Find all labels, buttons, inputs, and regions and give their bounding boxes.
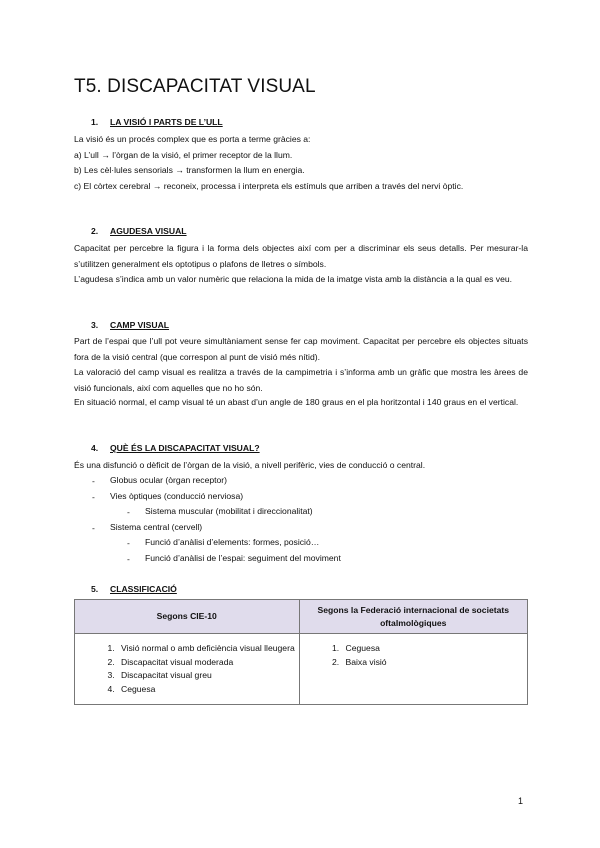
table-header-row bbox=[75, 600, 528, 634]
table-header-cie10: Segons CIE-10 bbox=[75, 600, 300, 634]
section-label: LA VISIÓ I PARTS DE L’ULL bbox=[110, 117, 223, 127]
section-heading bbox=[91, 226, 187, 236]
cie10-list bbox=[75, 642, 299, 696]
list-item: Vies òptiques (conducció nerviosa) bbox=[110, 491, 244, 501]
section-number: 4. bbox=[91, 443, 99, 453]
list-item: 3. Discapacitat visual greu bbox=[117, 669, 299, 683]
list-item: Sistema muscular (mobilitat i direccionalitat) bbox=[145, 506, 313, 516]
list-item: Sistema central (cervell) bbox=[110, 522, 203, 532]
table-cell-federation bbox=[299, 634, 527, 705]
list-item: Funció d’anàlisi de l’espai: seguiment del moviment bbox=[145, 553, 341, 563]
list-item: Funció d’anàlisi d’elements: formes, posició… bbox=[145, 537, 320, 547]
section-heading bbox=[91, 320, 169, 330]
paragraph: Part de l’espai que l’ull pot veure simultàniament sense fer cap moviment. Capacitat per percebre els objectes situats fora de la visió central (que correspon al punt de visió més nítid). bbox=[74, 336, 528, 362]
section-number: 5. bbox=[91, 584, 99, 594]
list-item: c) El còrtex cerebral → reconeix, processa i interpreta els estímuls que arriben a través del nervi òptic. bbox=[74, 181, 464, 191]
list-item: Globus ocular (òrgan receptor) bbox=[110, 475, 228, 485]
page-number: 1 bbox=[518, 796, 524, 806]
dash-bullet: - bbox=[127, 538, 130, 548]
page-title: T5. DISCAPACITAT VISUAL bbox=[74, 76, 316, 97]
list-item: 2. Discapacitat visual moderada bbox=[117, 656, 299, 670]
list-item: 1. Ceguesa bbox=[342, 642, 527, 656]
classification-table bbox=[74, 599, 528, 705]
section-label: CLASSIFICACIÓ bbox=[110, 584, 177, 594]
list-item: 4. Ceguesa bbox=[117, 683, 299, 697]
section-label: QUÈ ÉS LA DISCAPACITAT VISUAL? bbox=[110, 443, 260, 453]
list-item: b) Les cèl·lules sensorials → transformen la llum en energia. bbox=[74, 165, 305, 175]
dash-bullet: - bbox=[92, 476, 95, 486]
paragraph: En situació normal, el camp visual té un abast d’un angle de 180 graus en el pla horitzontal i 140 graus en el vertical. bbox=[74, 397, 519, 407]
section-intro: És una disfunció o dèficit de l’òrgan de la visió, a nivell perifèric, vies de conducció o central. bbox=[74, 460, 426, 470]
section-number: 1. bbox=[91, 117, 99, 127]
dash-bullet: - bbox=[92, 523, 95, 533]
table-cell-cie10 bbox=[75, 634, 300, 705]
section-heading bbox=[91, 117, 223, 127]
section-number: 2. bbox=[91, 226, 99, 236]
federation-list bbox=[300, 642, 527, 669]
section-heading bbox=[91, 584, 177, 594]
section-intro: La visió és un procés complex que es porta a terme gràcies a: bbox=[74, 134, 311, 144]
dash-bullet: - bbox=[127, 554, 130, 564]
table-header-federation: Segons la Federació internacional de societats oftalmològiques bbox=[299, 600, 527, 634]
paragraph: Capacitat per percebre la figura i la forma dels objectes així com per a discriminar els seus detalls. Per mesurar-la s’utilitzen generalment els optotipus o plafons de lletres o símbols. bbox=[74, 243, 528, 269]
section-label: AGUDESA VISUAL bbox=[110, 226, 187, 236]
section-heading bbox=[91, 443, 260, 453]
list-item: a) L’ull → l’òrgan de la visió, el primer receptor de la llum. bbox=[74, 150, 293, 160]
paragraph: L’agudesa s’indica amb un valor numèric que relaciona la mida de la imatge vista amb la distància a la qual es veu. bbox=[74, 274, 513, 284]
section-number: 3. bbox=[91, 320, 99, 330]
dash-bullet: - bbox=[127, 507, 130, 517]
list-item: 1. Visió normal o amb deficiència visual lleugera bbox=[117, 642, 299, 656]
dash-bullet: - bbox=[92, 492, 95, 502]
list-item: 2. Baixa visió bbox=[342, 656, 527, 670]
table-row bbox=[75, 634, 528, 705]
section-label: CAMP VISUAL bbox=[110, 320, 170, 330]
paragraph: La valoració del camp visual es realitza a través de la campimetria i s’informa amb un gràfic que mostra les àrees de visió funcionals, així com aquelles que no ho són. bbox=[74, 367, 528, 393]
